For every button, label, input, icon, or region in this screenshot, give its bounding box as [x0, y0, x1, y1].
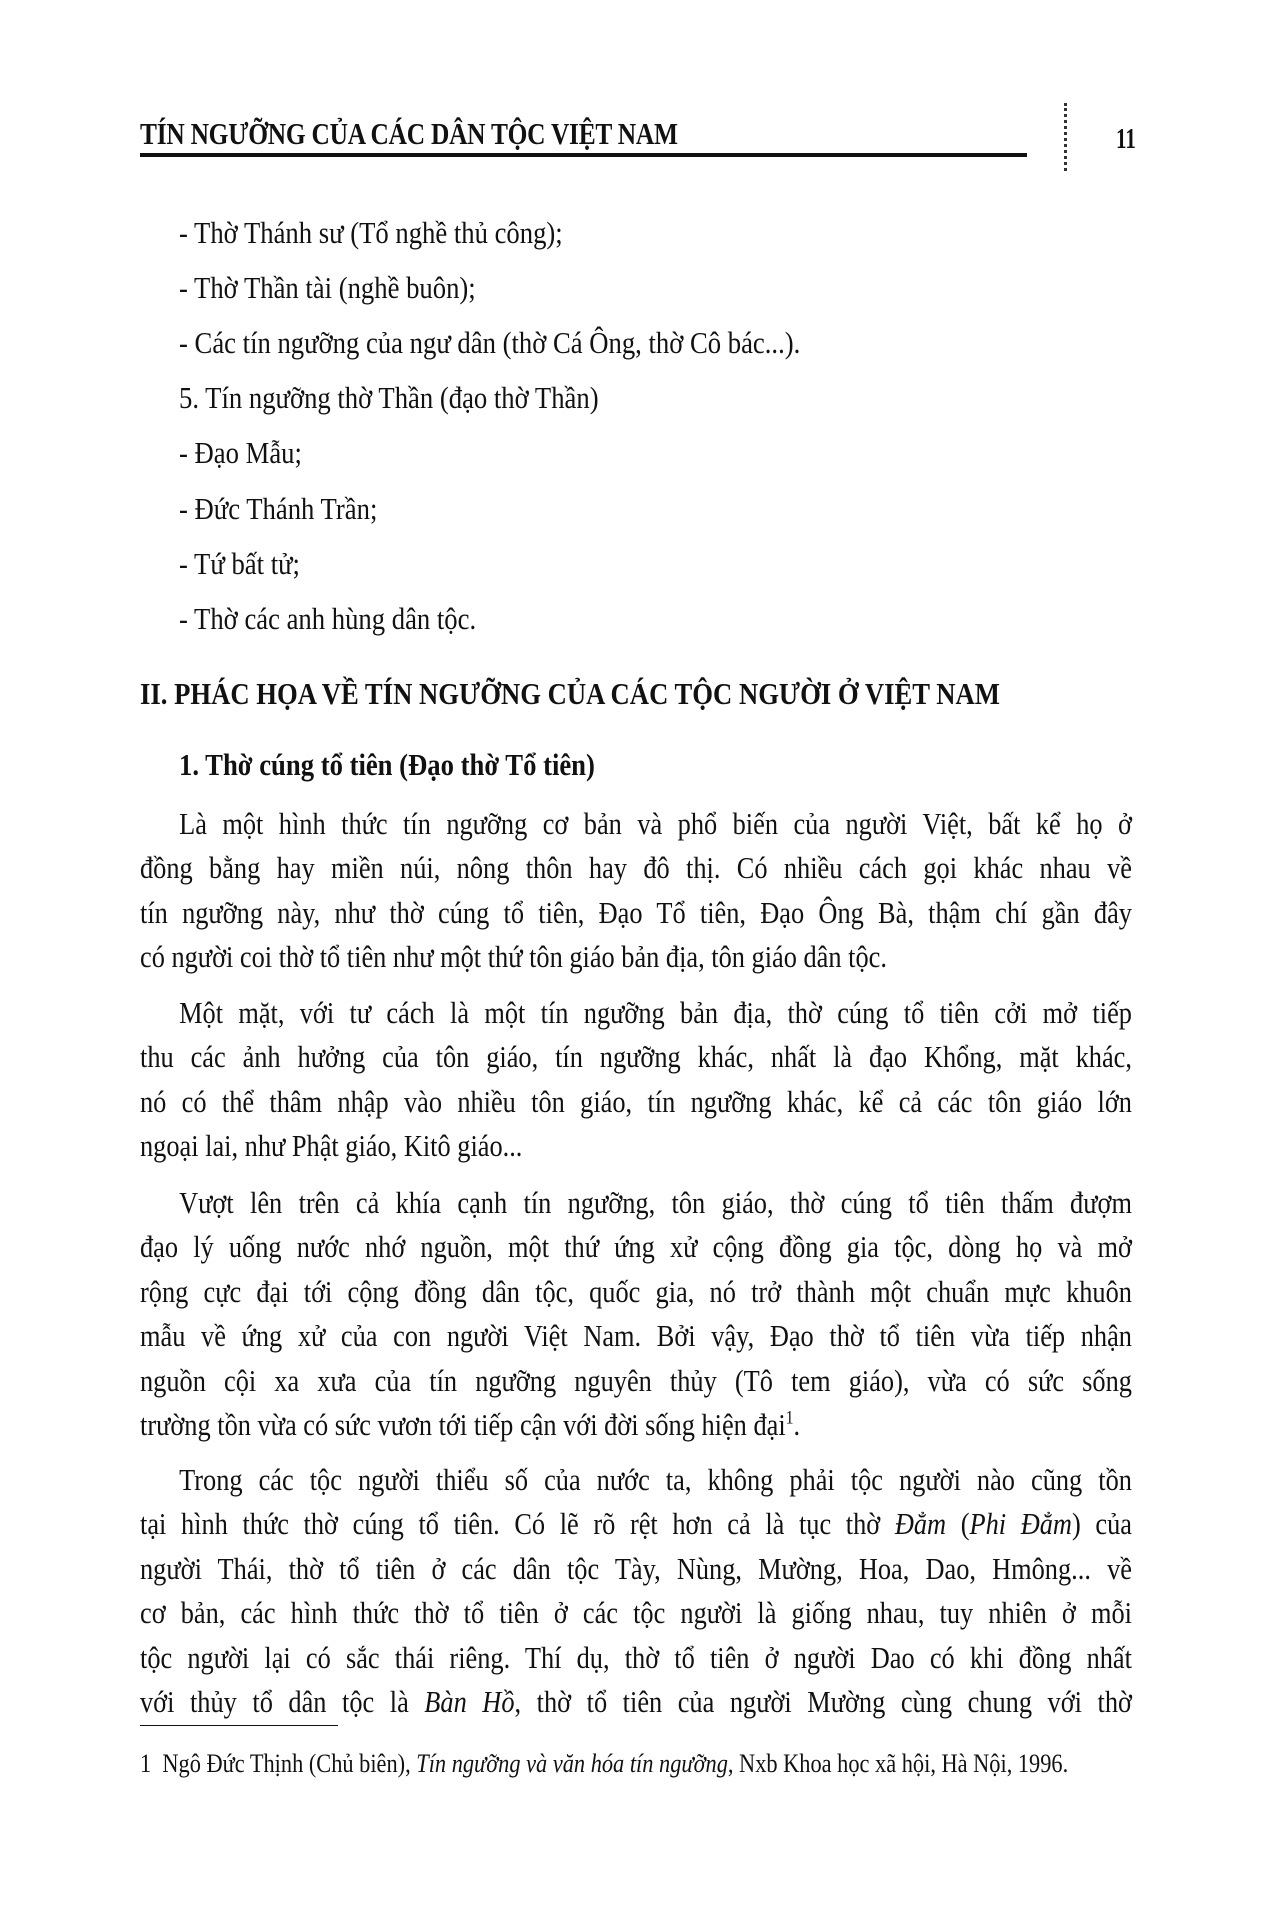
text-run: Vượt lên trên cả khía cạnh tín ngưỡng, tôn giáo, thờ cúng tổ tiên thấm đượm: [179, 1185, 1132, 1220]
footnote-author: Ngô Đức Thịnh (Chủ biên),: [162, 1749, 417, 1778]
text-run: thu các ảnh hưởng của tôn giáo, tín ngưỡng khác, nhất là đạo Khổng, mặt khác,: [140, 1039, 1132, 1075]
subsection-heading: 1. Thờ cúng tổ tiên (Đạo thờ Tổ tiên): [179, 747, 595, 782]
paragraph-line: [140, 1504, 1132, 1544]
paragraph-line: [140, 1593, 1132, 1633]
list-item: 5. Tín ngưỡng thờ Thần (đạo thờ Thần): [179, 380, 599, 416]
paragraph-line: [140, 1227, 1132, 1267]
running-header-title: TÍN NGƯỠNG CỦA CÁC DÂN TỘC VIỆT NAM: [140, 116, 678, 151]
header-rule: [140, 153, 1027, 157]
paragraph-line: [140, 1082, 1132, 1122]
paragraph-line: [140, 1405, 1132, 1445]
paragraph-line: [140, 1272, 1132, 1312]
italic-term: Đẳm: [894, 1506, 947, 1542]
paragraph-line: [140, 1361, 1132, 1401]
text-run: nguồn cội xa xưa của tín ngưỡng nguyên thủy (Tô tem giáo), vừa có sức sống: [140, 1362, 1132, 1398]
text-run: Là một hình thức tín ngưỡng cơ bản và phổ biến của người Việt, bất kể họ ở: [179, 806, 1132, 841]
text-run: ngoại lai, như Phật giáo, Kitô giáo...: [140, 1128, 523, 1164]
page-number: 11: [1116, 124, 1136, 155]
text-run: rộng cực đại tới cộng đồng dân tộc, quốc gia, nó trở thành một chuẩn mực khuôn: [140, 1273, 1132, 1309]
list-item: - Thờ Thần tài (nghề buôn);: [179, 270, 476, 306]
list-item: - Tứ bất tử;: [179, 545, 300, 581]
text-run: (: [946, 1506, 970, 1542]
paragraph-line: [140, 937, 1132, 977]
list-item: - Đạo Mẫu;: [179, 435, 302, 471]
text-run: tộc người lại có sắc thái riêng. Thí dụ, thờ tổ tiên ở người Dao có khi đồng nhất: [140, 1639, 1132, 1675]
paragraph-line: [140, 893, 1132, 933]
paragraph-line: [140, 1549, 1132, 1589]
text-run: tín ngưỡng này, như thờ cúng tổ tiên, Đạo Tổ tiên, Đạo Ông Bà, thậm chí gần đây: [140, 894, 1132, 930]
paragraph-line: [140, 1183, 1132, 1223]
footnote: [140, 1748, 1068, 1780]
paragraph-line: [140, 1126, 1132, 1166]
paragraph-line: [140, 993, 1132, 1033]
text-run: đạo lý uống nước nhớ nguồn, một thứ ứng xử cộng đồng gia tộc, dòng họ và mở: [140, 1229, 1132, 1265]
paragraph-line: [140, 848, 1132, 888]
footnote-number: 1: [140, 1749, 152, 1778]
text-run: tại hình thức thờ cúng tổ tiên. Có lẽ rõ rệt hơn cả là tục thờ: [140, 1506, 895, 1542]
paragraph-line: [140, 1638, 1132, 1678]
text-run: .: [793, 1407, 801, 1442]
text-run: ) của: [1071, 1506, 1132, 1542]
text-run: trường tồn vừa có sức vươn tới tiếp cận với đời sống hiện đại: [140, 1407, 786, 1442]
text-run: với thủy tổ dân tộc là: [140, 1684, 425, 1719]
text-run: , thờ tổ tiên của người Mường cùng chung với thờ: [514, 1684, 1132, 1719]
footnote-title: Tín ngưỡng và văn hóa tín ngưỡng: [416, 1749, 728, 1778]
paragraph-line: [140, 1037, 1132, 1077]
text-run: nó có thể thâm nhập vào nhiều tôn giáo, tín ngưỡng khác, kể cả các tôn giáo lớn: [140, 1083, 1132, 1119]
list-item: - Thờ các anh hùng dân tộc.: [179, 600, 477, 636]
italic-term: Phi Đẳm: [969, 1506, 1072, 1542]
text-run: cơ bản, các hình thức thờ tổ tiên ở các tộc người là giống nhau, tuy nhiên ở mỗi: [140, 1595, 1132, 1631]
footnote-rule: [140, 1725, 338, 1726]
text-run: đồng bằng hay miền núi, nông thôn hay đô thị. Có nhiều cách gọi khác nhau về: [140, 850, 1132, 886]
footnote-ref: 1: [785, 1407, 794, 1429]
paragraph-line: [140, 1316, 1132, 1356]
paragraph-line: [140, 804, 1132, 844]
italic-term: Bàn Hồ: [424, 1684, 515, 1719]
text-run: người Thái, thờ tổ tiên ở các dân tộc Tày, Nùng, Mường, Hoa, Dao, Hmông... về: [140, 1550, 1132, 1586]
list-item: - Các tín ngưỡng của ngư dân (thờ Cá Ông, thờ Cô bác...).: [179, 325, 801, 361]
text-run: Trong các tộc người thiểu số của nước ta, không phải tộc người nào cũng tồn: [179, 1462, 1132, 1497]
list-item: - Đức Thánh Trần;: [179, 490, 378, 526]
list-item: - Thờ Thánh sư (Tổ nghề thủ công);: [179, 215, 563, 250]
paragraph-line: [140, 1460, 1132, 1500]
text-run: có người coi thờ tổ tiên như một thứ tôn giáo bản địa, tôn giáo dân tộc.: [140, 939, 887, 975]
header-dotted-divider: [1064, 103, 1067, 171]
footnote-publisher: , Nxb Khoa học xã hội, Hà Nội, 1996.: [727, 1749, 1069, 1778]
text-run: mẫu về ứng xử của con người Việt Nam. Bởi vậy, Đạo thờ tổ tiên vừa tiếp nhận: [140, 1318, 1132, 1354]
section-heading: II. PHÁC HỌA VỀ TÍN NGƯỠNG CỦA CÁC TỘC NGƯỜI Ở VIỆT NAM: [140, 676, 1000, 711]
paragraph-line: [140, 1682, 1132, 1722]
text-run: Một mặt, với tư cách là một tín ngưỡng bản địa, thờ cúng tổ tiên cởi mở tiếp: [179, 995, 1132, 1030]
